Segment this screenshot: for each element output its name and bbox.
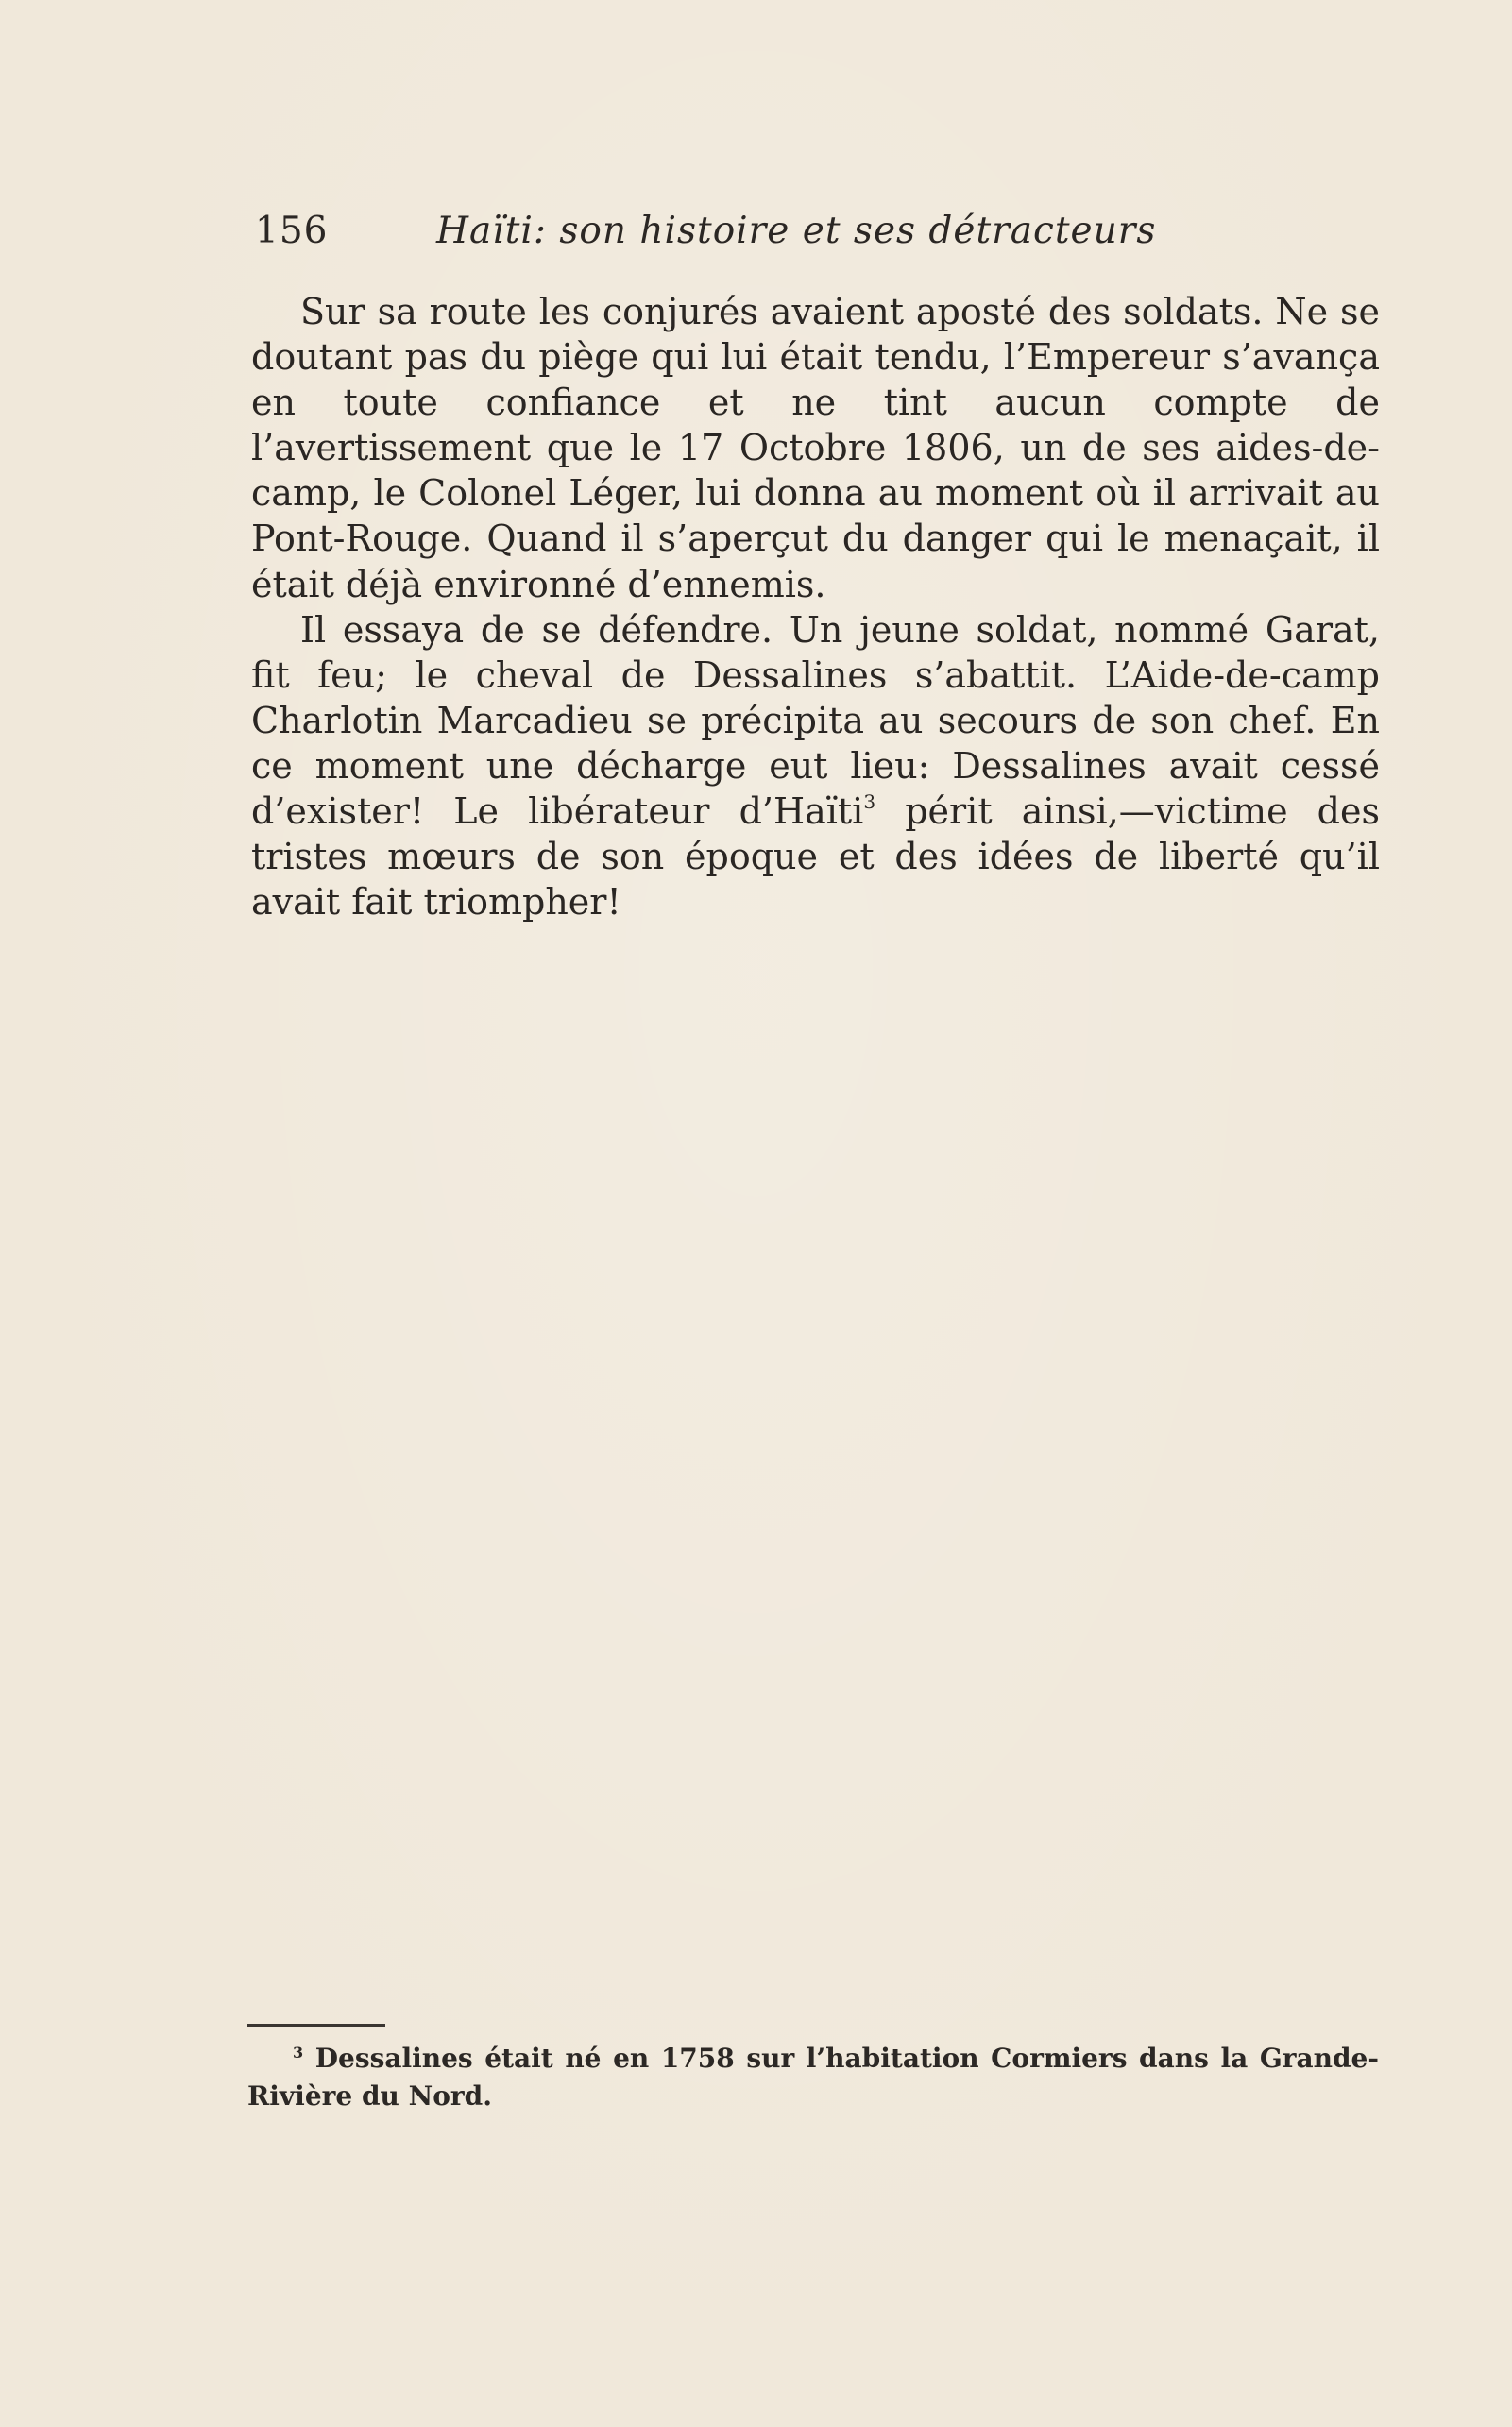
paragraph-1: Sur sa route les conjurés avaient aposté des soldats. Ne se doutant pas du piège qui lui était tendu, l’Empereur s’avança en toute confiance et ne tint aucun compte de l’avertissement que le 17 Octobre 1806, un de ses aides-de-camp, le Colonel Léger, lui donna au moment où il arrivait au Pont-Rouge. Quand il s’aperçut du danger qui le menaçait, il était déjà environné d’ennemis. bbox=[251, 291, 1380, 605]
paragraph-2-text-a: Il essaya de se défendre. Un jeune soldat, nommé Garat, fit feu; le cheval de Dessalines s’abattit. L’Aide-de-camp Charlotin Marcadieu se précipita au secours de son chef. En ce moment une décharge eut lieu: Dessalines avait cessé d’exister! Le libérateur d’Haïti bbox=[251, 608, 1380, 833]
running-head bbox=[255, 210, 1218, 266]
book-title: Haïti: son histoire et ses détracteurs bbox=[436, 210, 1157, 252]
paragraph-2-text-b: périt ainsi,—victime des tristes mœurs de son époque et des idées de liberté qu’il avait fait triompher! bbox=[251, 790, 1380, 924]
footnote-body: Dessalines était né en 1758 sur l’habitation Cormiers dans la Grande-Rivière du Nord. bbox=[247, 2043, 1379, 2112]
main-text bbox=[251, 289, 1380, 925]
footnote-reference: 3 bbox=[863, 790, 876, 814]
paragraph-2 bbox=[251, 607, 1380, 925]
footnote-text bbox=[247, 2040, 1379, 2115]
page-number: 156 bbox=[255, 210, 329, 252]
footnote-divider bbox=[247, 2024, 385, 2027]
footnote bbox=[247, 2040, 1379, 2115]
footnote-marker: 3 bbox=[293, 2044, 304, 2062]
